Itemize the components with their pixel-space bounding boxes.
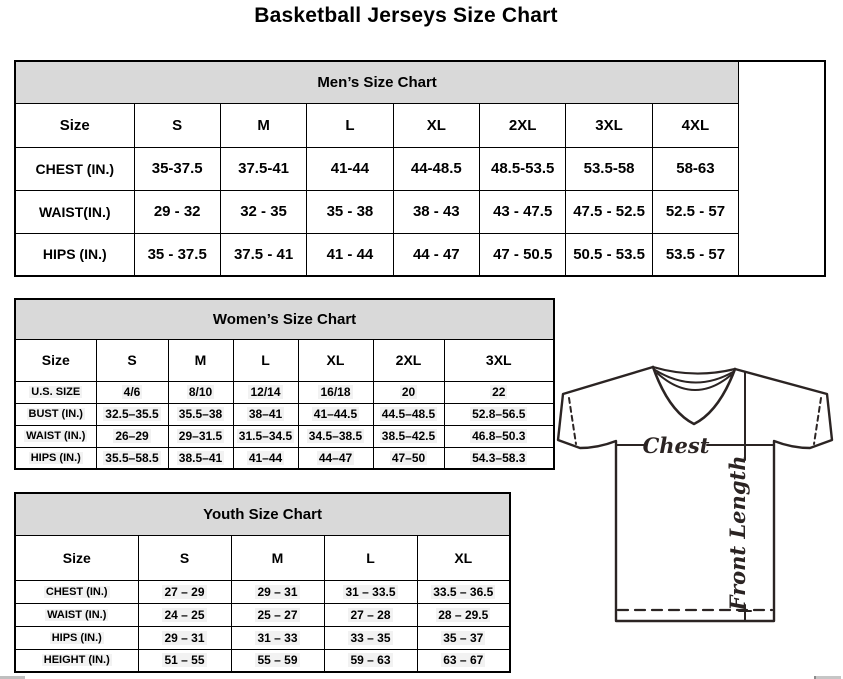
jersey-outline-group [558, 367, 832, 621]
table-cell [373, 403, 444, 425]
table-cell: 37.5-41 [220, 147, 306, 190]
table-cell: 43 - 47.5 [480, 190, 566, 233]
cell-text: 29 – 31 [257, 584, 298, 599]
cell-text: 38.5–42.5 [381, 429, 436, 443]
cell-text: 31.5–34.5 [238, 429, 293, 443]
table-cell: 35 - 37.5 [134, 233, 220, 276]
table-cell [444, 425, 554, 447]
table-cell [417, 603, 510, 626]
cell-text: 28 – 29.5 [438, 607, 489, 622]
womens-header-row [15, 339, 554, 381]
table-row [15, 190, 825, 233]
cell-text: 34.5–38.5 [308, 429, 363, 443]
column-header: S [134, 103, 220, 147]
womens-table-title: Women’s Size Chart [15, 299, 554, 339]
table-cell [233, 403, 298, 425]
cell-text: 29 – 31 [164, 630, 205, 645]
table-row [15, 447, 554, 469]
column-header: 3XL [444, 339, 554, 381]
table-cell: 35-37.5 [134, 147, 220, 190]
womens-size-chart-table [14, 298, 555, 470]
row-label [15, 447, 96, 469]
cell-text: 4/6 [123, 385, 141, 399]
table-cell [444, 403, 554, 425]
cell-text: 26–29 [115, 429, 149, 443]
column-header: XL [393, 103, 479, 147]
column-header: L [233, 339, 298, 381]
cell-text: 32.5–35.5 [105, 407, 159, 421]
cell-text: 16/18 [320, 385, 351, 399]
table-cell [168, 425, 233, 447]
cell-text: 54.3–58.3 [472, 450, 526, 465]
column-header: M [220, 103, 306, 147]
table-cell [168, 447, 233, 469]
column-header: M [231, 535, 324, 580]
table-row [15, 403, 554, 425]
cell-text: CHEST (IN.) [45, 585, 108, 598]
column-header: Size [15, 339, 96, 381]
cell-text: 33.5 – 36.5 [433, 584, 494, 599]
table-cell [444, 447, 554, 469]
table-cell [298, 447, 373, 469]
table-cell: 35 - 38 [307, 190, 393, 233]
table-cell [324, 649, 417, 672]
row-label: HIPS (IN.) [15, 233, 134, 276]
table-row [15, 425, 554, 447]
table-row [15, 147, 825, 190]
column-header: 2XL [480, 103, 566, 147]
column-header: XL [298, 339, 373, 381]
table-cell [138, 649, 231, 672]
table-cell: 41 - 44 [307, 233, 393, 276]
table-cell [417, 649, 510, 672]
table-cell [324, 580, 417, 603]
table-cell [233, 447, 298, 469]
table-cell: 47.5 - 52.5 [566, 190, 652, 233]
table-cell: 47 - 50.5 [480, 233, 566, 276]
cell-text: 8/10 [188, 385, 213, 399]
table-cell: 44 - 47 [393, 233, 479, 276]
table-cell [96, 425, 168, 447]
column-header: Size [15, 103, 134, 147]
youth-table-title: Youth Size Chart [15, 493, 510, 535]
cell-text: 29–31.5 [178, 429, 223, 443]
table-cell: 38 - 43 [393, 190, 479, 233]
table-cell: 58-63 [652, 147, 738, 190]
cell-text: 35.5–58.5 [105, 450, 159, 465]
cell-text: HEIGHT (IN.) [43, 654, 110, 667]
cell-text: 24 – 25 [164, 607, 205, 622]
row-label [15, 603, 138, 626]
cell-text: 46.8–50.3 [472, 429, 526, 443]
row-label: CHEST (IN.) [15, 147, 134, 190]
table-cell [168, 403, 233, 425]
cell-text: U.S. SIZE [31, 386, 81, 398]
cell-text: 44.5–48.5 [381, 407, 436, 421]
table-cell [298, 403, 373, 425]
table-row [15, 381, 554, 403]
cell-text: 63 – 67 [443, 653, 484, 668]
table-cell [96, 403, 168, 425]
cell-text: 47–50 [391, 450, 426, 465]
row-label: WAIST(IN.) [15, 190, 134, 233]
cell-text: 55 – 59 [257, 653, 298, 668]
row-label [15, 649, 138, 672]
table-cell [96, 381, 168, 403]
cell-text: 52.8–56.5 [472, 407, 526, 421]
cell-text: 22 [492, 385, 506, 399]
table-cell [138, 603, 231, 626]
column-header: L [324, 535, 417, 580]
table-cell [231, 580, 324, 603]
table-row [15, 626, 510, 649]
mens-header-row [15, 103, 825, 147]
table-cell [231, 603, 324, 626]
table-cell: 29 - 32 [134, 190, 220, 233]
jersey-collar-top [653, 367, 735, 374]
table-row [15, 233, 825, 276]
cell-text: 25 – 27 [257, 607, 298, 622]
cell-text: 20 [401, 385, 416, 399]
cell-text: 51 – 55 [164, 653, 205, 668]
row-label [15, 381, 96, 403]
column-header: M [168, 339, 233, 381]
table-cell [298, 381, 373, 403]
cell-text: WAIST (IN.) [47, 608, 107, 621]
cell-text: 38–41 [248, 407, 283, 421]
sleeve-seam-dashed-right [814, 398, 821, 444]
front-length-label: Front Length [725, 455, 750, 611]
cell-text: 12/14 [250, 385, 281, 399]
table-row [15, 649, 510, 672]
table-cell: 41-44 [307, 147, 393, 190]
table-cell [417, 626, 510, 649]
table-cell [231, 649, 324, 672]
table-cell [324, 603, 417, 626]
row-label [15, 626, 138, 649]
table-cell: 37.5 - 41 [220, 233, 306, 276]
table-cell [96, 447, 168, 469]
table-cell: 53.5 - 57 [652, 233, 738, 276]
table-cell [324, 626, 417, 649]
jersey-body-outline [558, 367, 832, 621]
cell-text: 27 – 29 [164, 584, 205, 599]
row-label [15, 580, 138, 603]
cell-text: WAIST (IN.) [26, 430, 86, 442]
cell-text: HIPS (IN.) [30, 451, 81, 464]
table-row [15, 580, 510, 603]
youth-size-chart-table [14, 492, 511, 673]
column-header: 4XL [652, 103, 738, 147]
table-cell: 32 - 35 [220, 190, 306, 233]
table-cell [138, 626, 231, 649]
table-cell: 50.5 - 53.5 [566, 233, 652, 276]
table-cell [138, 580, 231, 603]
mens-size-chart-table [14, 60, 826, 277]
table-cell [373, 425, 444, 447]
cell-text: 27 – 28 [350, 607, 391, 622]
table-cell: 44-48.5 [393, 147, 479, 190]
cell-text: 31 – 33.5 [345, 584, 396, 599]
column-header: S [96, 339, 168, 381]
mens-table-title: Men’s Size Chart [15, 61, 739, 103]
table-cell: 53.5-58 [566, 147, 652, 190]
cell-text: 38.5–41 [178, 450, 223, 465]
table-cell [233, 425, 298, 447]
table-cell [373, 381, 444, 403]
table-cell [231, 626, 324, 649]
table-cell: 48.5-53.5 [480, 147, 566, 190]
table-row [15, 603, 510, 626]
table-cell [373, 447, 444, 469]
column-header: Size [15, 535, 138, 580]
table-cell [417, 580, 510, 603]
jersey-measurement-diagram [550, 353, 843, 655]
page-title: Basketball Jerseys Size Chart [254, 4, 558, 27]
cell-text: 41–44.5 [313, 407, 358, 421]
cell-text: 33 – 35 [350, 630, 391, 645]
table-cell [168, 381, 233, 403]
cell-text: 41–44 [248, 450, 283, 465]
cell-text: 35.5–38 [178, 407, 223, 421]
cell-text: BUST (IN.) [28, 408, 83, 420]
cell-text: 59 – 63 [350, 653, 391, 668]
cell-text: 31 – 33 [257, 630, 298, 645]
table-cell [298, 425, 373, 447]
table-cell [444, 381, 554, 403]
table-cell: 52.5 - 57 [652, 190, 738, 233]
cell-text: 44–47 [318, 450, 353, 465]
column-header: 2XL [373, 339, 444, 381]
table-cell [233, 381, 298, 403]
column-header: 3XL [566, 103, 652, 147]
sleeve-seam-dashed-left [569, 398, 576, 444]
cell-text: 35 – 37 [443, 630, 484, 645]
youth-header-row [15, 535, 510, 580]
column-header: XL [417, 535, 510, 580]
cell-text: HIPS (IN.) [51, 631, 102, 644]
chest-label: Chest [642, 433, 710, 458]
row-label [15, 403, 96, 425]
column-header: S [138, 535, 231, 580]
row-label [15, 425, 96, 447]
column-header: L [307, 103, 393, 147]
